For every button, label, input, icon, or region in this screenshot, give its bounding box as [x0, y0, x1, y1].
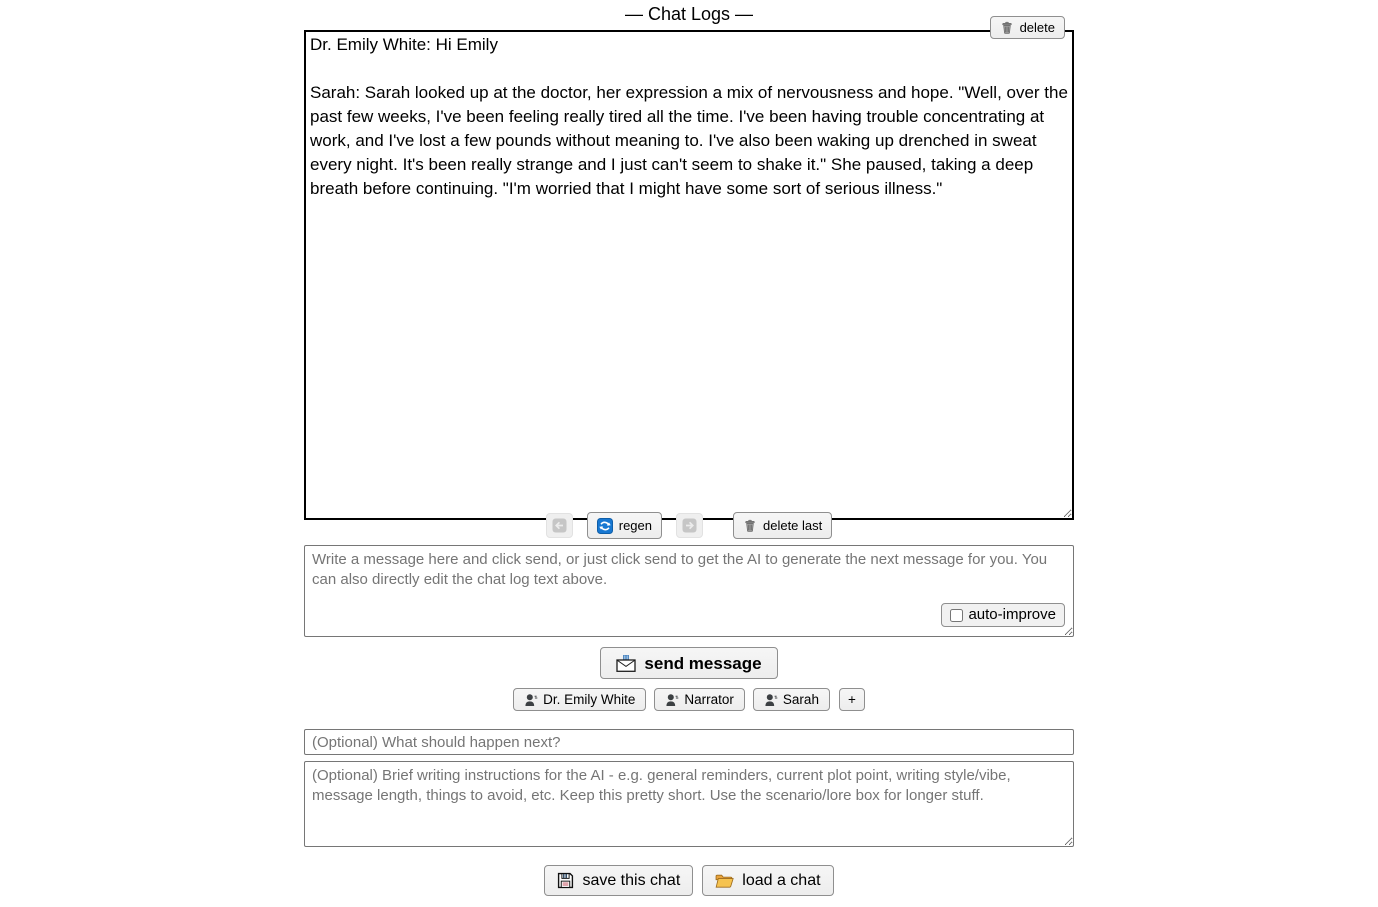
- send-row: [304, 647, 1074, 679]
- auto-improve-checkbox[interactable]: [950, 609, 963, 622]
- chat-app: [304, 0, 1074, 896]
- send-message-label: send message: [644, 653, 762, 673]
- regen-button[interactable]: [587, 512, 662, 539]
- trash-icon: [743, 519, 757, 533]
- character-row: [304, 688, 1074, 711]
- floppy-disk-icon: [557, 872, 574, 889]
- page-title: — Chat Logs —: [624, 4, 754, 24]
- speaking-head-icon: [665, 693, 679, 707]
- delete-last-label: delete last: [762, 518, 823, 533]
- auto-improve-label: auto-improve: [968, 606, 1056, 623]
- what-next-input[interactable]: [304, 729, 1074, 755]
- send-message-button[interactable]: [600, 647, 777, 679]
- character-button-sarah[interactable]: [753, 688, 830, 711]
- character-label: Dr. Emily White: [543, 692, 636, 707]
- plus-label: +: [847, 692, 856, 707]
- delete-chat-label: delete: [1019, 20, 1055, 35]
- right-arrow-icon: [682, 518, 697, 533]
- refresh-arrows-icon: [597, 518, 613, 534]
- character-label: Narrator: [684, 692, 734, 707]
- left-arrow-icon: [552, 518, 567, 533]
- character-button-dr-emily-white[interactable]: [513, 688, 646, 711]
- save-chat-label: save this chat: [582, 872, 681, 889]
- envelope-icon: [616, 655, 636, 672]
- load-chat-label: load a chat: [742, 872, 821, 889]
- chat-log-controls: [304, 512, 1074, 539]
- next-message-button[interactable]: [676, 513, 703, 538]
- speaking-head-icon: [764, 693, 778, 707]
- delete-chat-button[interactable]: [990, 16, 1065, 39]
- prev-message-button[interactable]: [546, 513, 573, 538]
- chat-log-section: [304, 20, 1074, 533]
- character-label: Sarah: [782, 692, 819, 707]
- chat-log-textarea[interactable]: [304, 30, 1074, 520]
- trash-icon: [1000, 21, 1014, 35]
- open-folder-icon: [715, 873, 734, 888]
- regen-label: regen: [618, 518, 652, 533]
- footer-actions: [304, 865, 1074, 896]
- save-chat-button[interactable]: [544, 865, 693, 896]
- speaking-head-icon: [524, 693, 538, 707]
- auto-improve-toggle[interactable]: [941, 603, 1065, 627]
- delete-last-button[interactable]: [733, 512, 832, 539]
- writing-instructions-input[interactable]: [304, 761, 1074, 847]
- message-section: [304, 545, 1074, 637]
- character-button-narrator[interactable]: [654, 688, 745, 711]
- add-character-button[interactable]: [839, 688, 865, 711]
- load-chat-button[interactable]: [702, 865, 833, 896]
